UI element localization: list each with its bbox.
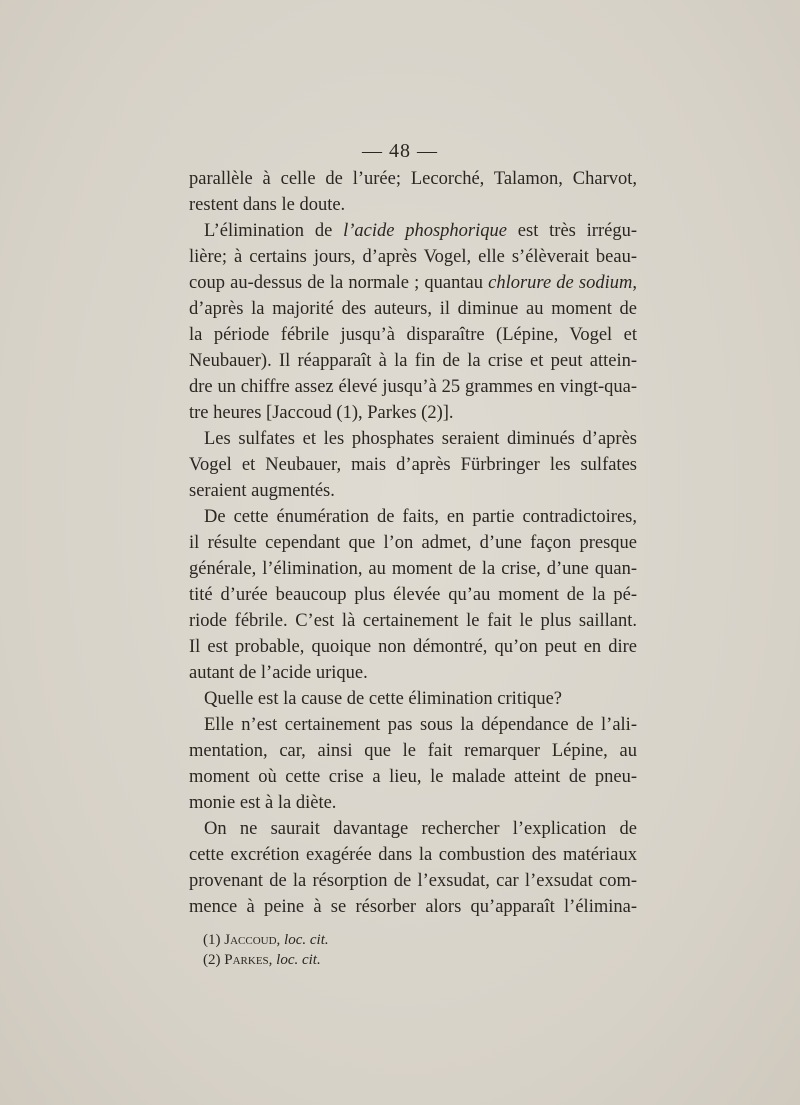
text-line — [189, 582, 637, 608]
footnote-author: Jaccoud — [224, 932, 277, 948]
text-line-segment: provenant de la résorption de l’exsudat, car l’exsudat com- — [189, 871, 637, 891]
text-line — [189, 348, 637, 374]
text-line-segment: la période fébrile jusqu’à disparaître (Lépine, Vogel et — [189, 325, 637, 345]
text-line-segment: Il est probable, quoique non démontré, qu’on peut en dire — [189, 637, 637, 657]
text-line — [189, 270, 637, 296]
text-line — [189, 842, 637, 868]
text-line-segment: autant de l’acide urique. — [189, 663, 368, 683]
text-line-segment: moment où cette crise a lieu, le malade atteint de pneu- — [189, 767, 637, 787]
text-line-segment: lière; à certains jours, d’après Vogel, elle s’élèverait beau- — [189, 247, 637, 267]
text-line — [189, 426, 637, 452]
text-line — [189, 452, 637, 478]
text-line-segment: On ne saurait davantage rechercher l’explication de — [204, 819, 637, 839]
text-line — [189, 166, 637, 192]
text-line — [189, 790, 637, 816]
text-line-segment: tité d’urée beaucoup plus élevée qu’au moment de la pé- — [189, 585, 637, 605]
text-line-segment: Les sulfates et les phosphates seraient diminués d’après — [204, 429, 637, 449]
footnote-number: (1) — [203, 932, 225, 948]
text-line-segment: dre un chiffre assez élevé jusqu’à 25 grammes en vingt-qua- — [189, 377, 637, 397]
text-line-segment: De cette énumération de faits, en partie contradictoires, — [204, 507, 637, 527]
footnote: (2) Parkes, loc. cit. — [203, 952, 321, 968]
footnote-number: (2) — [203, 952, 225, 968]
text-line-segment: cette excrétion exagérée dans la combustion des matériaux — [189, 845, 637, 865]
text-line-segment: Quelle est la cause de cette élimination critique? — [204, 689, 563, 709]
text-line — [189, 374, 637, 400]
text-line-segment: seraient augmentés. — [189, 481, 335, 501]
text-line — [189, 712, 637, 738]
text-line — [189, 894, 637, 920]
text-line-segment: restent dans le doute. — [189, 195, 346, 215]
text-line — [189, 504, 637, 530]
text-line-segment: tre heures [Jaccoud (1), Parkes (2)]. — [189, 403, 454, 423]
text-line-segment: Vogel et Neubauer, mais d’après Fürbringer les sulfates — [189, 455, 637, 475]
footnote-reference: loc. cit. — [284, 932, 329, 948]
italic-term: l’acide phosphorique — [343, 221, 507, 241]
text-line — [189, 530, 637, 556]
text-line-segment: riode fébrile. C’est là certainement le fait le plus saillant. — [189, 611, 637, 631]
text-line-segment: L’élimination de — [204, 221, 344, 241]
text-line-segment: d’après la majorité des auteurs, il diminue au moment de — [189, 299, 637, 319]
text-line — [189, 608, 637, 634]
text-line — [189, 478, 637, 504]
text-line — [189, 556, 637, 582]
text-line-segment: , — [632, 273, 637, 293]
footnote-author: Parkes — [224, 952, 269, 968]
footnote-reference: loc. cit. — [276, 952, 321, 968]
text-line — [189, 322, 637, 348]
text-line — [189, 686, 637, 712]
text-line-segment: générale, l’élimination, au moment de la crise, d’une quan- — [189, 559, 637, 579]
text-line — [189, 296, 637, 322]
italic-term: chlorure de sodium — [488, 273, 633, 293]
footnotes — [203, 930, 329, 970]
text-line — [189, 244, 637, 270]
text-line — [189, 192, 637, 218]
text-line-segment: mence à peine à se résorber alors qu’apparaît l’élimina- — [189, 897, 637, 917]
footnote: (1) Jaccoud, loc. cit. — [203, 932, 329, 948]
text-line-segment: il résulte cependant que l’on admet, d’une façon presque — [189, 533, 637, 553]
text-line-segment: parallèle à celle de l’urée; Lecorché, Talamon, Charvot, — [189, 169, 637, 189]
text-line — [189, 660, 637, 686]
text-line — [189, 738, 637, 764]
text-line — [189, 634, 637, 660]
text-line-segment: est très irrégu- — [507, 221, 637, 241]
text-line — [189, 868, 637, 894]
text-line — [189, 400, 637, 426]
text-line — [189, 764, 637, 790]
text-line-segment: mentation, car, ainsi que le fait remarquer Lépine, au — [189, 741, 637, 761]
text-line — [189, 218, 637, 244]
body-text — [189, 166, 637, 920]
text-line-segment: Elle n’est certainement pas sous la dépendance de l’ali- — [204, 715, 637, 735]
text-line-segment: Neubauer). Il réapparaît à la fin de la crise et peut attein- — [189, 351, 637, 371]
page-number: — 48 — — [362, 140, 438, 162]
text-line-segment: coup au-dessus de la normale ; quantau — [189, 273, 489, 293]
text-line — [189, 816, 637, 842]
text-line-segment: monie est à la diète. — [189, 793, 337, 813]
